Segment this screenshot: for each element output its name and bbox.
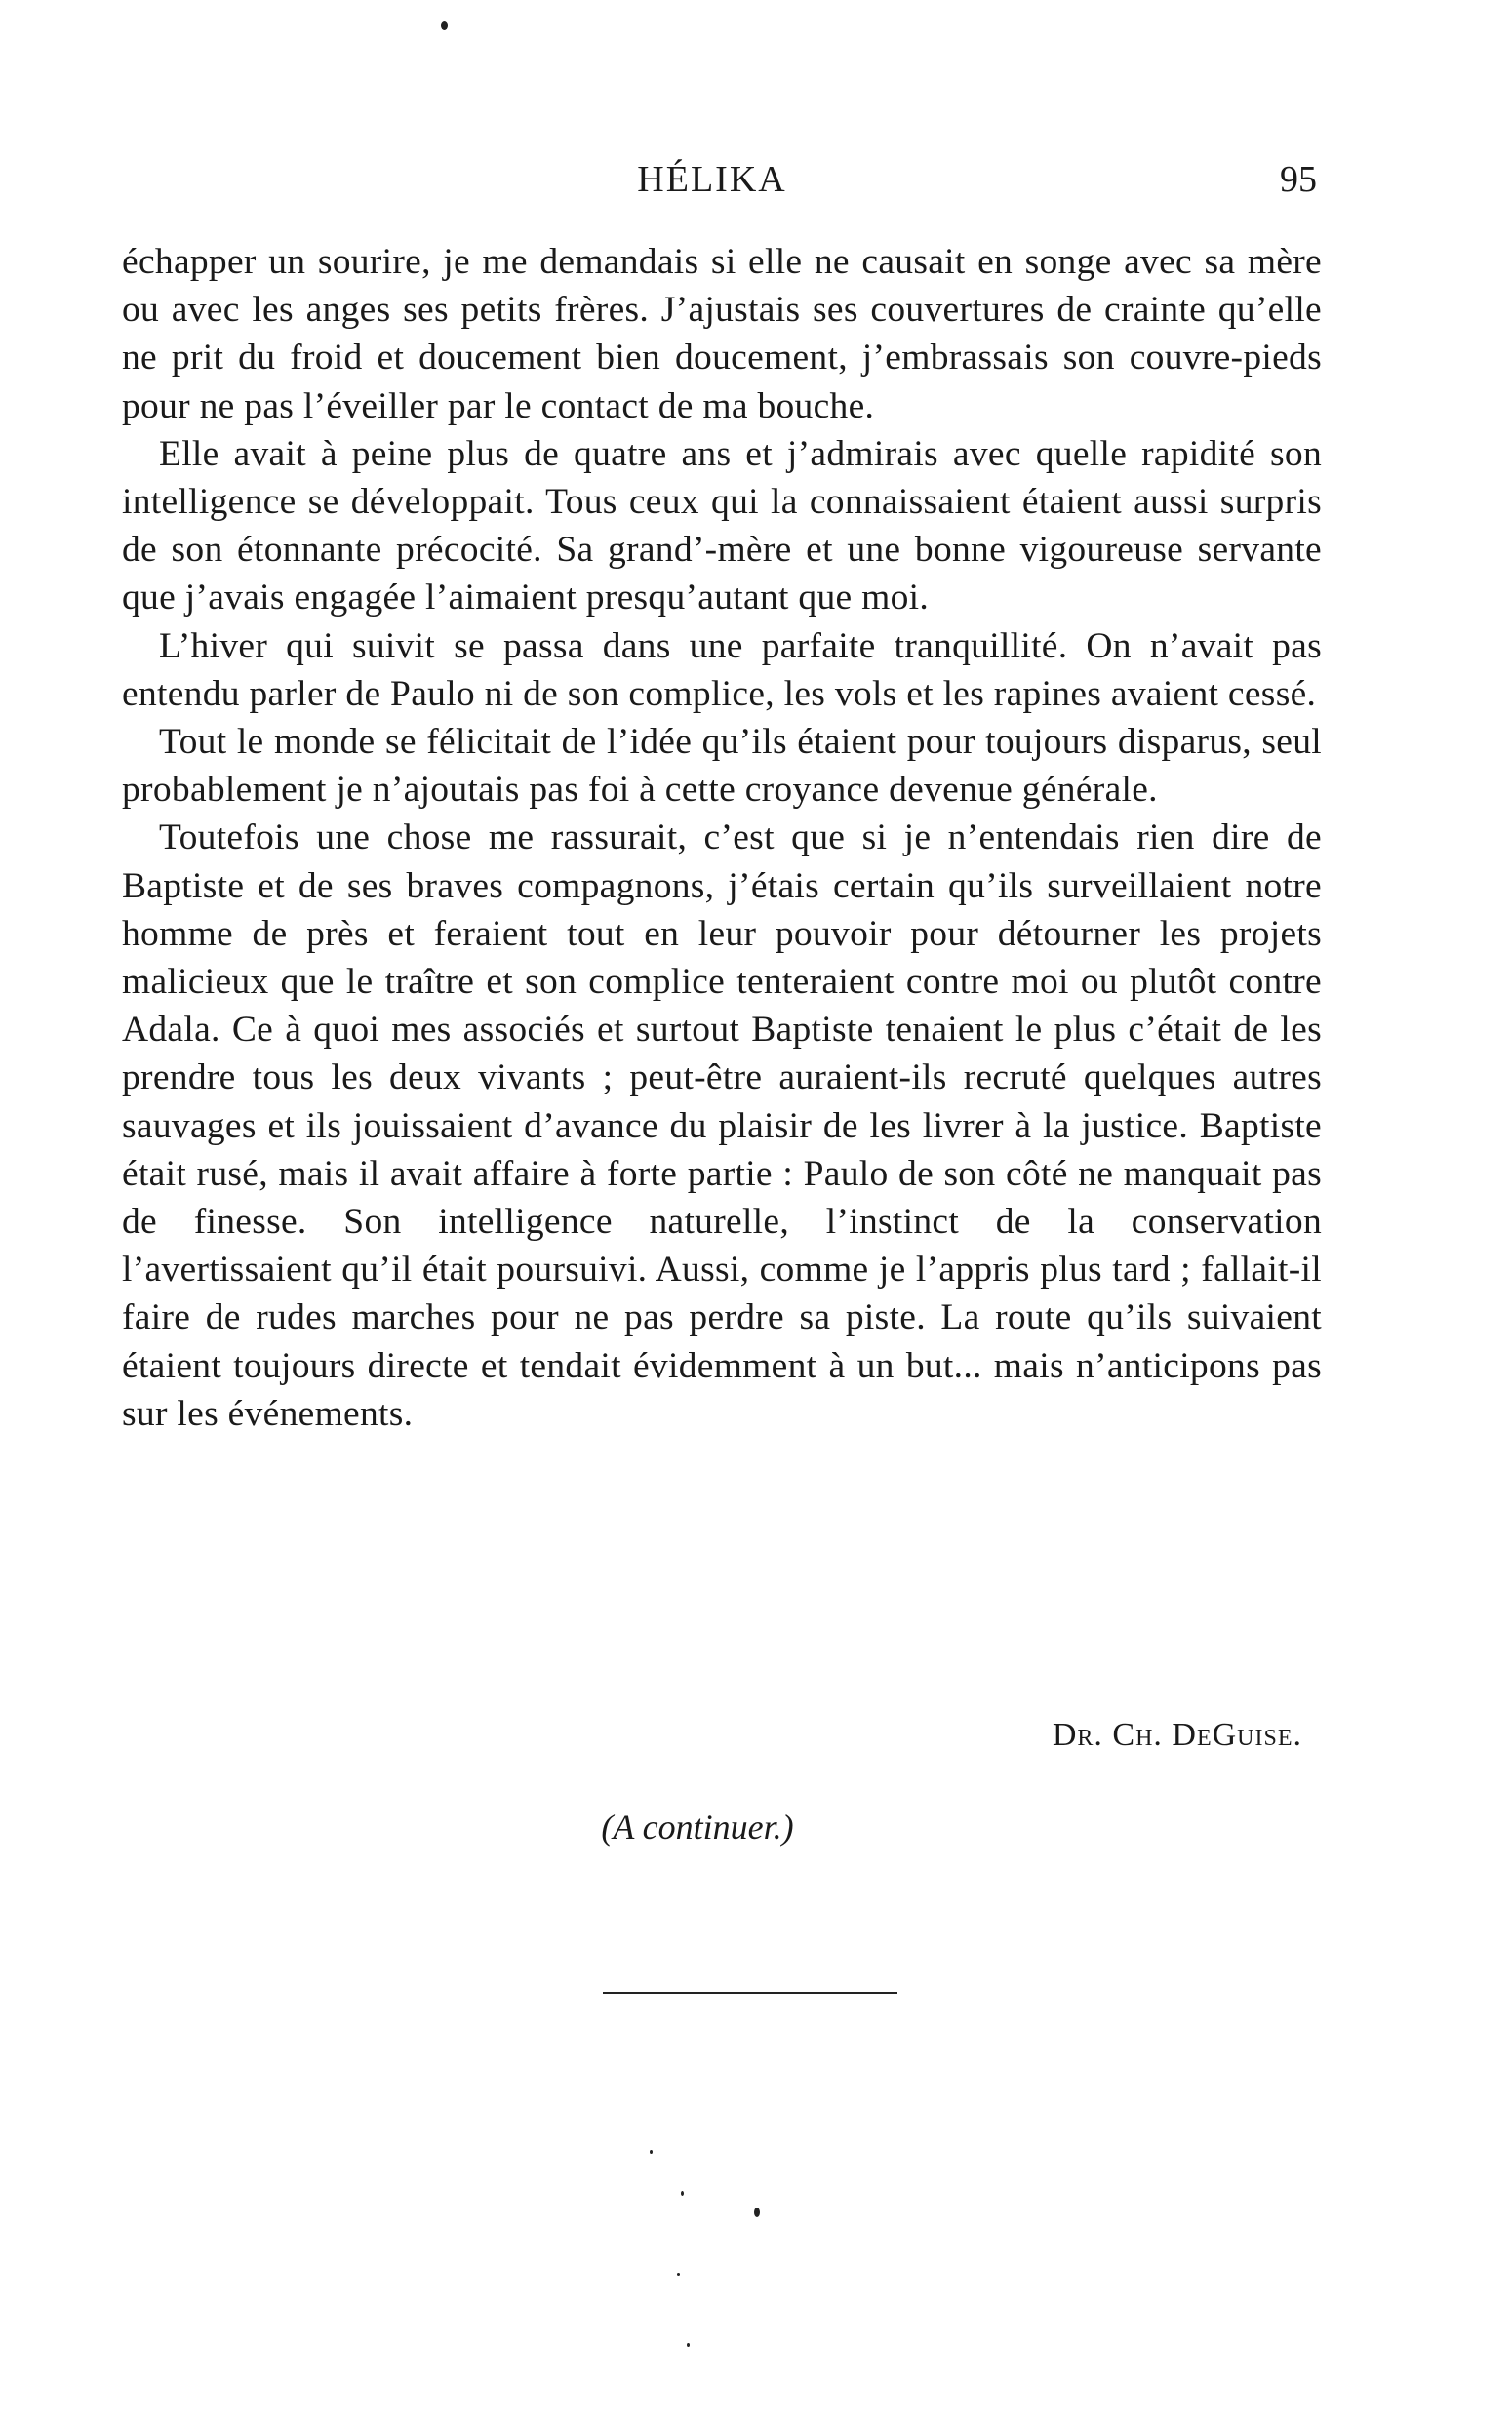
paragraph-1: échapper un sourire, je me demandais si elle ne causait en songe avec sa mère ou avec les anges ses petits frères. J’ajustais ses couvertures de crainte qu’elle ne prit du froid et doucement bien doucement, j’embrassais son couvre-pieds pour ne pas l’éveiller par le contact de ma bouche. <box>122 242 1322 426</box>
continuation-note: (A continuer.) <box>601 1808 794 1847</box>
ink-speck-bottom-4 <box>677 2273 680 2276</box>
paragraph-4: Tout le monde se félicitait de l’idée qu’ils étaient pour toujours disparus, seul probablement je n’ajoutais pas foi à cette croyance devenue générale. <box>122 722 1322 811</box>
running-title: HÉLIKA <box>637 159 787 200</box>
paragraph-5: Toutefois une chose me rassurait, c’est que si je n’entendais rien dire de Baptiste et de ses braves compagnons, j’étais certain qu’ils surveillaient notre homme de près et feraient tout en leur pouvoir pour détourner les projets malicieux que le traître et son complice tenteraient contre moi ou plutôt contre Adala. Ce à quoi mes associés et surtout Baptiste tenaient le plus c’était de les prendre tous les deux vivants ; peut-être auraient-ils recruté quelques autres sauvages et ils jouissaient d’avance du plaisir de les livrer à la justice. Baptiste était rusé, mais il avait affaire à forte partie : Paulo de son côté ne manquait pas de finesse. Son intelligence naturelle, l’instinct de la conservation l’avertissaient qu’il était poursuivi. Aussi, comme je l’appris plus tard ; fallait-il faire de rudes marches pour ne pas perdre sa piste. La route qu’ils suivaient étaient toujours directe et tendait évidemment à un but... mais n’anticipons pas sur les événements. <box>122 817 1322 1434</box>
ink-speck-bottom-3 <box>754 2208 760 2217</box>
running-header <box>0 154 1512 213</box>
end-rule-divider <box>603 1992 897 1994</box>
ink-speck-bottom-5 <box>687 2343 690 2347</box>
page-number: 95 <box>1280 159 1317 200</box>
ink-speck-top <box>441 21 448 30</box>
ink-speck-bottom-1 <box>650 2150 653 2154</box>
ink-speck-bottom-2 <box>681 2191 684 2196</box>
paragraph-3: L’hiver qui suivit se passa dans une parfaite tranquillité. On n’avait pas entendu parler de Paulo ni de son complice, les vols et les rapines avaient cessé. <box>122 625 1322 714</box>
author-signature: Dr. Ch. DeGuise. <box>1052 1717 1302 1753</box>
paragraph-2: Elle avait à peine plus de quatre ans et j’admirais avec quelle rapidité son intelligence se développait. Tous ceux qui la connaissaient étaient aussi surpris de son étonnante précocité. Sa grand’-mère et une bonne vigoureuse servante que j’avais engagée l’aimaient presqu’autant que moi. <box>122 433 1322 618</box>
body-text <box>122 238 1322 1438</box>
